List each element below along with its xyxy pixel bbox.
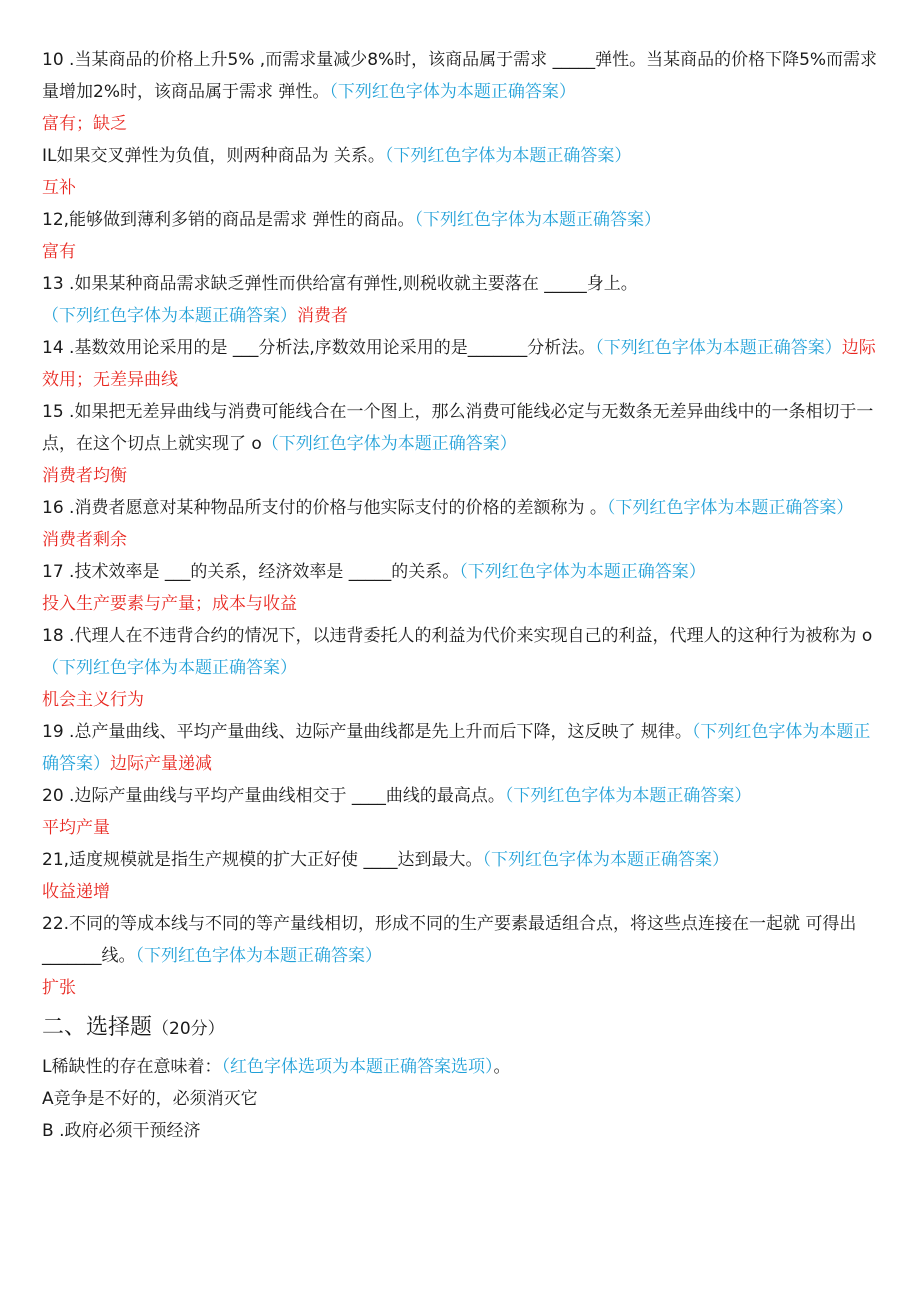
answer-note: （下列红色字体为本题正确答案） [414, 210, 661, 230]
answer-17: 投入生产要素与产量；成本与收益 [42, 594, 297, 614]
question-12: 12,能够做到薄利多销的商品是需求 弹性的商品。（下列红色字体为本题正确答案） [42, 210, 661, 230]
answer-note: （下列红色字体为本题正确答案） [482, 850, 729, 870]
answer-14: 边际效用；无差异曲线 [42, 338, 876, 390]
answer-13: 消费者 [297, 306, 348, 326]
answer-note: （下列红色字体为本题正确答案） [606, 498, 854, 518]
answer-note: （下列红色字体为本题正确答案） [42, 306, 297, 326]
answer-note: （下列红色字体为本题正确答案） [42, 658, 297, 678]
answer-11: 互补 [42, 178, 76, 198]
answer-22: 扩张 [42, 978, 76, 998]
answer-note: （下列红色字体为本题正确答案） [42, 722, 871, 774]
choice-option-a: A竞争是不好的，必须消灭它 [42, 1089, 258, 1109]
section-points: （20分） [152, 1019, 225, 1039]
section-title: 二、选择题 [42, 1015, 153, 1040]
question-18: 18 .代理人在不违背合约的情况下，以违背委托人的利益为代价来实现自己的利益，代理人的这种行为被称为 o（下列红色字体为本题正确答案） [42, 626, 873, 678]
answer-note: （下列红色字体为本题正确答案） [384, 146, 632, 166]
answer-21: 收益递增 [42, 882, 110, 902]
question-22: 22.不同的等成本线与不同的等产量线相切，形成不同的生产要素最适组合点，将这些点连接在一起就 可得出_______线。（下列红色字体为本题正确答案） [42, 914, 857, 966]
answer-10: 富有；缺乏 [42, 114, 127, 134]
answer-18: 机会主义行为 [42, 690, 144, 710]
section-heading [42, 1008, 882, 1049]
question-19: 19 .总产量曲线、平均产量曲线、边际产量曲线都是先上升而后下降，这反映了 规律。（下列红色字体为本题正确答案）边际产量递减 [42, 722, 871, 774]
question-15: 15 .如果把无差异曲线与消费可能线合在一个图上，那么消费可能线必定与无数条无差异曲线中的一条相切于一点，在这个切点上就实现了 o（下列红色字体为本题正确答案） [42, 402, 874, 454]
question-20: 20 .边际产量曲线与平均产量曲线相交于 ____曲线的最高点。（下列红色字体为本题正确答案） [42, 786, 752, 806]
choice-question-1: L稀缺性的存在意味着：（红色字体选项为本题正确答案选项）。 [42, 1057, 511, 1077]
answer-note: （下列红色字体为本题正确答案） [261, 434, 517, 454]
choice-option-b: B .政府必须干预经济 [42, 1121, 201, 1141]
question-14: 14 .基数效用论采用的是 ___分析法,序数效用论采用的是_______分析法。（下列红色字体为本题正确答案）边际效用；无差异曲线 [42, 338, 876, 390]
answer-note: （下列红色字体为本题正确答案） [135, 946, 382, 966]
choice-note: （红色字体选项为本题正确答案选项） [221, 1057, 494, 1077]
answer-note: （下列红色字体为本题正确答案） [595, 338, 842, 358]
answer-note: （下列红色字体为本题正确答案） [329, 82, 576, 102]
question-10: 10 .当某商品的价格上升5% ,而需求量减少8%时，该商品属于需求 _____弹性。当某商品的价格下降5%而需求量增加2%时，该商品属于需求 弹性。（下列红色字体为本题正确答案） [42, 50, 878, 102]
answer-note: （下列红色字体为本题正确答案） [459, 562, 706, 582]
answer-15: 消费者均衡 [42, 466, 127, 486]
answer-19: 边际产量递减 [110, 754, 212, 774]
question-17: 17 .技术效率是 ___的关系，经济效率是 _____的关系。（下列红色字体为本题正确答案） [42, 562, 706, 582]
question-21: 21,适度规模就是指生产规模的扩大正好使 ____达到最大。（下列红色字体为本题正确答案） [42, 850, 729, 870]
answer-20: 平均产量 [42, 818, 110, 838]
document-page [42, 44, 882, 1147]
question-13: 13 .如果某种商品需求缺乏弹性而供给富有弹性,则税收就主要落在 _____身上。（下列红色字体为本题正确答案）消费者 [42, 274, 638, 326]
answer-note: （下列红色字体为本题正确答案） [504, 786, 752, 806]
answer-12: 富有 [42, 242, 76, 262]
answer-16: 消费者剩余 [42, 530, 127, 550]
question-11: IL如果交叉弹性为负值，则两种商品为 关系。（下列红色字体为本题正确答案） [42, 146, 632, 166]
question-16: 16 .消费者愿意对某种物品所支付的价格与他实际支付的价格的差额称为 。（下列红色字体为本题正确答案） [42, 498, 854, 518]
